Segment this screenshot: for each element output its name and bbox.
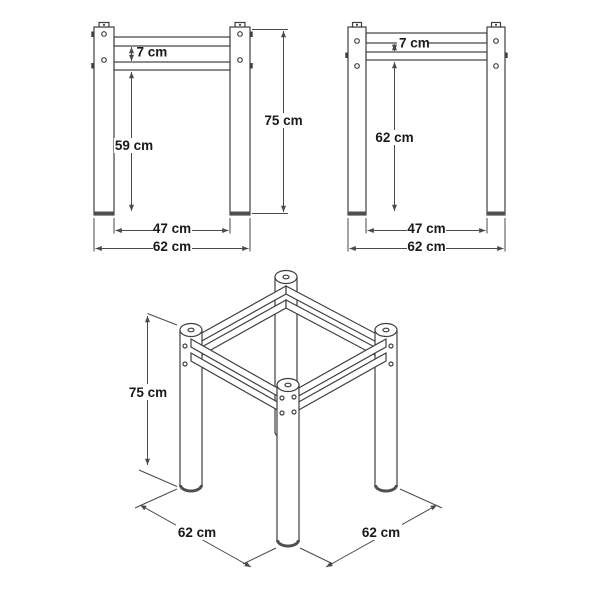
dim-ext-line: [243, 548, 276, 564]
dim-ext-line: [139, 470, 177, 487]
dim-label-front-rail-gap: 7 cm: [136, 44, 168, 60]
side-screw-mark: [505, 53, 508, 59]
front-foot-left: [94, 212, 114, 216]
front-leg-right: [230, 27, 250, 215]
dim-ext-line: [148, 314, 178, 326]
perspective-structure: [177, 271, 397, 547]
top-screw-dot: [356, 24, 358, 26]
side-screw-mark: [250, 63, 253, 69]
dim-label-perspective-height: 75 cm: [128, 385, 168, 400]
dim-ext-line: [300, 548, 333, 564]
front-foot-right: [230, 212, 250, 216]
front-rail-top: [114, 37, 230, 46]
top-screw-dot: [495, 24, 497, 26]
top-screw-dot: [103, 24, 105, 26]
side-view-structure: [345, 23, 507, 216]
dim-label-side-under-rail-height: 62 cm: [375, 130, 414, 145]
dim-label-front-inner-width: 47 cm: [152, 221, 192, 236]
front-rail-bottom: [114, 62, 230, 70]
top-screw-dot: [239, 24, 241, 26]
dim-label-side-inner-width: 47 cm: [407, 221, 446, 236]
side-view-dimensions: [348, 35, 505, 254]
front-view: [91, 23, 304, 255]
iso-rail-front-right-upper: [288, 339, 386, 402]
iso-rail-front-right-lower: [288, 353, 386, 416]
iso-rail-front-left-upper: [191, 339, 288, 402]
front-view-structure: [91, 23, 252, 216]
iso-leg-back-top: [275, 271, 297, 284]
side-leg-left: [348, 27, 366, 215]
side-rail-bottom: [366, 52, 487, 60]
side-screw-mark: [250, 32, 253, 38]
dim-label-front-outer-width: 62 cm: [152, 239, 192, 254]
iso-leg-right-top: [375, 324, 397, 337]
side-foot-left: [348, 212, 366, 216]
dim-label-side-rail-gap: 7 cm: [399, 35, 430, 51]
perspective-view: [127, 271, 442, 568]
side-screw-mark: [91, 32, 94, 38]
side-screw-mark: [91, 63, 94, 69]
dim-label-front-total-height: 75 cm: [264, 113, 303, 128]
dim-ext-line: [135, 489, 177, 508]
dim-label-front-under-rail-height: 59 cm: [114, 138, 154, 153]
iso-leg-left-top: [180, 324, 202, 337]
side-screw-mark: [345, 53, 348, 59]
side-foot-right: [487, 212, 505, 216]
side-view: [345, 23, 507, 255]
dim-label-side-outer-width: 62 cm: [407, 239, 446, 254]
dim-label-perspective-left-edge: 62 cm: [177, 525, 217, 540]
dim-ext-line: [400, 489, 442, 508]
dim-label-perspective-right-edge: 62 cm: [361, 525, 401, 540]
iso-leg-front-top: [277, 379, 299, 392]
side-leg-right: [487, 27, 505, 215]
front-leg-left: [94, 27, 114, 215]
iso-leg-front: [277, 385, 299, 547]
iso-rail-front-left-lower: [191, 353, 288, 416]
